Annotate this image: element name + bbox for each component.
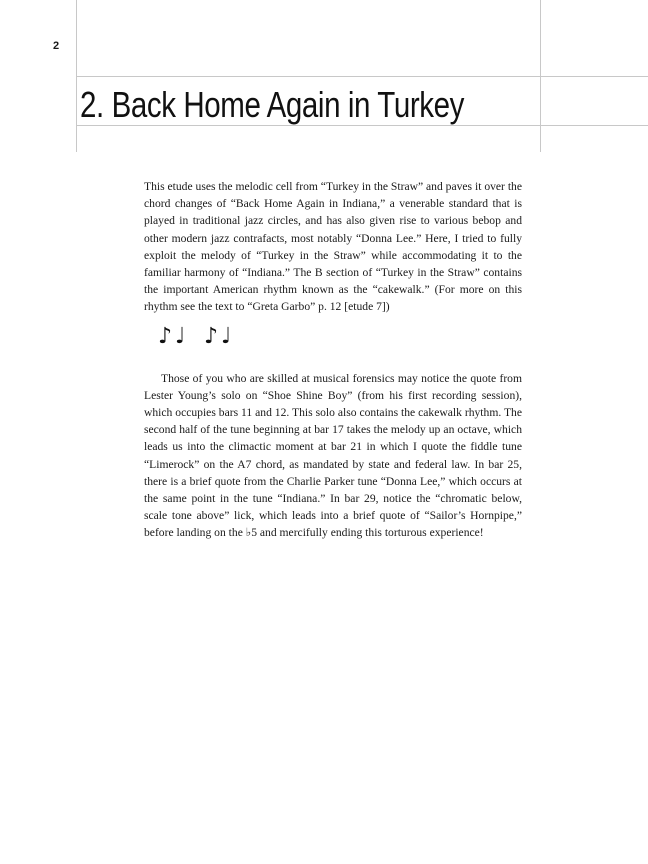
quarter-note-icon: ♩ — [221, 323, 232, 349]
body-text — [144, 178, 522, 542]
quarter-note-icon: ♩ — [175, 323, 186, 349]
paragraph-intro: This etude uses the melodic cell from “Turkey in the Straw” and paves it over the chord changes of “Back Home Again in Indiana,” a venerable standard that is played in traditional jazz circles, and has also given rise to various bebop and other modern jazz contrafacts, most notably “Donna Lee.” Here, I tried to fully exploit the melody of “Turkey in the Straw” while accommodating it to the familiar harmony of “Indiana.” The B section of “Turkey in the Straw” contains the important American rhythm known as the “cakewalk.” (For more on this rhythm see the text to “Greta Garbo” p. 12 [etude 7]) — [144, 180, 522, 314]
chapter-title: 2. Back Home Again in Turkey — [80, 84, 464, 125]
crop-line-top — [76, 76, 648, 77]
eighth-note-icon: ♪ — [204, 323, 219, 349]
page-number: 2 — [53, 40, 60, 52]
paragraph-quotes: Those of you who are skilled at musical forensics may notice the quote from Lester Young’s solo on “Shoe Shine Boy” (from his first recording session), which occupies bars 11 and 12. This solo also contains the cakewalk rhythm. The second half of the tune beginning at bar 17 takes the melody up an octave, which leads us into the climactic moment at bar 21 in which I quote the fiddle tune “Limerock” on the A7 chord, as mandated by state and federal law. In bar 25, there is a brief quote from the Charlie Parker tune “Donna Lee,” which occurs at the same point in the tune “Indiana.” In bar 29, notice the “chromatic below, scale tone above” lick, which leads into a brief quote of “Sailor’s Hornpipe,” before landing on the ♭5 and mercifully ending this torturous experience! — [144, 371, 522, 540]
cakewalk-rhythm-figure — [158, 320, 522, 370]
eighth-note-icon: ♪ — [158, 323, 173, 349]
